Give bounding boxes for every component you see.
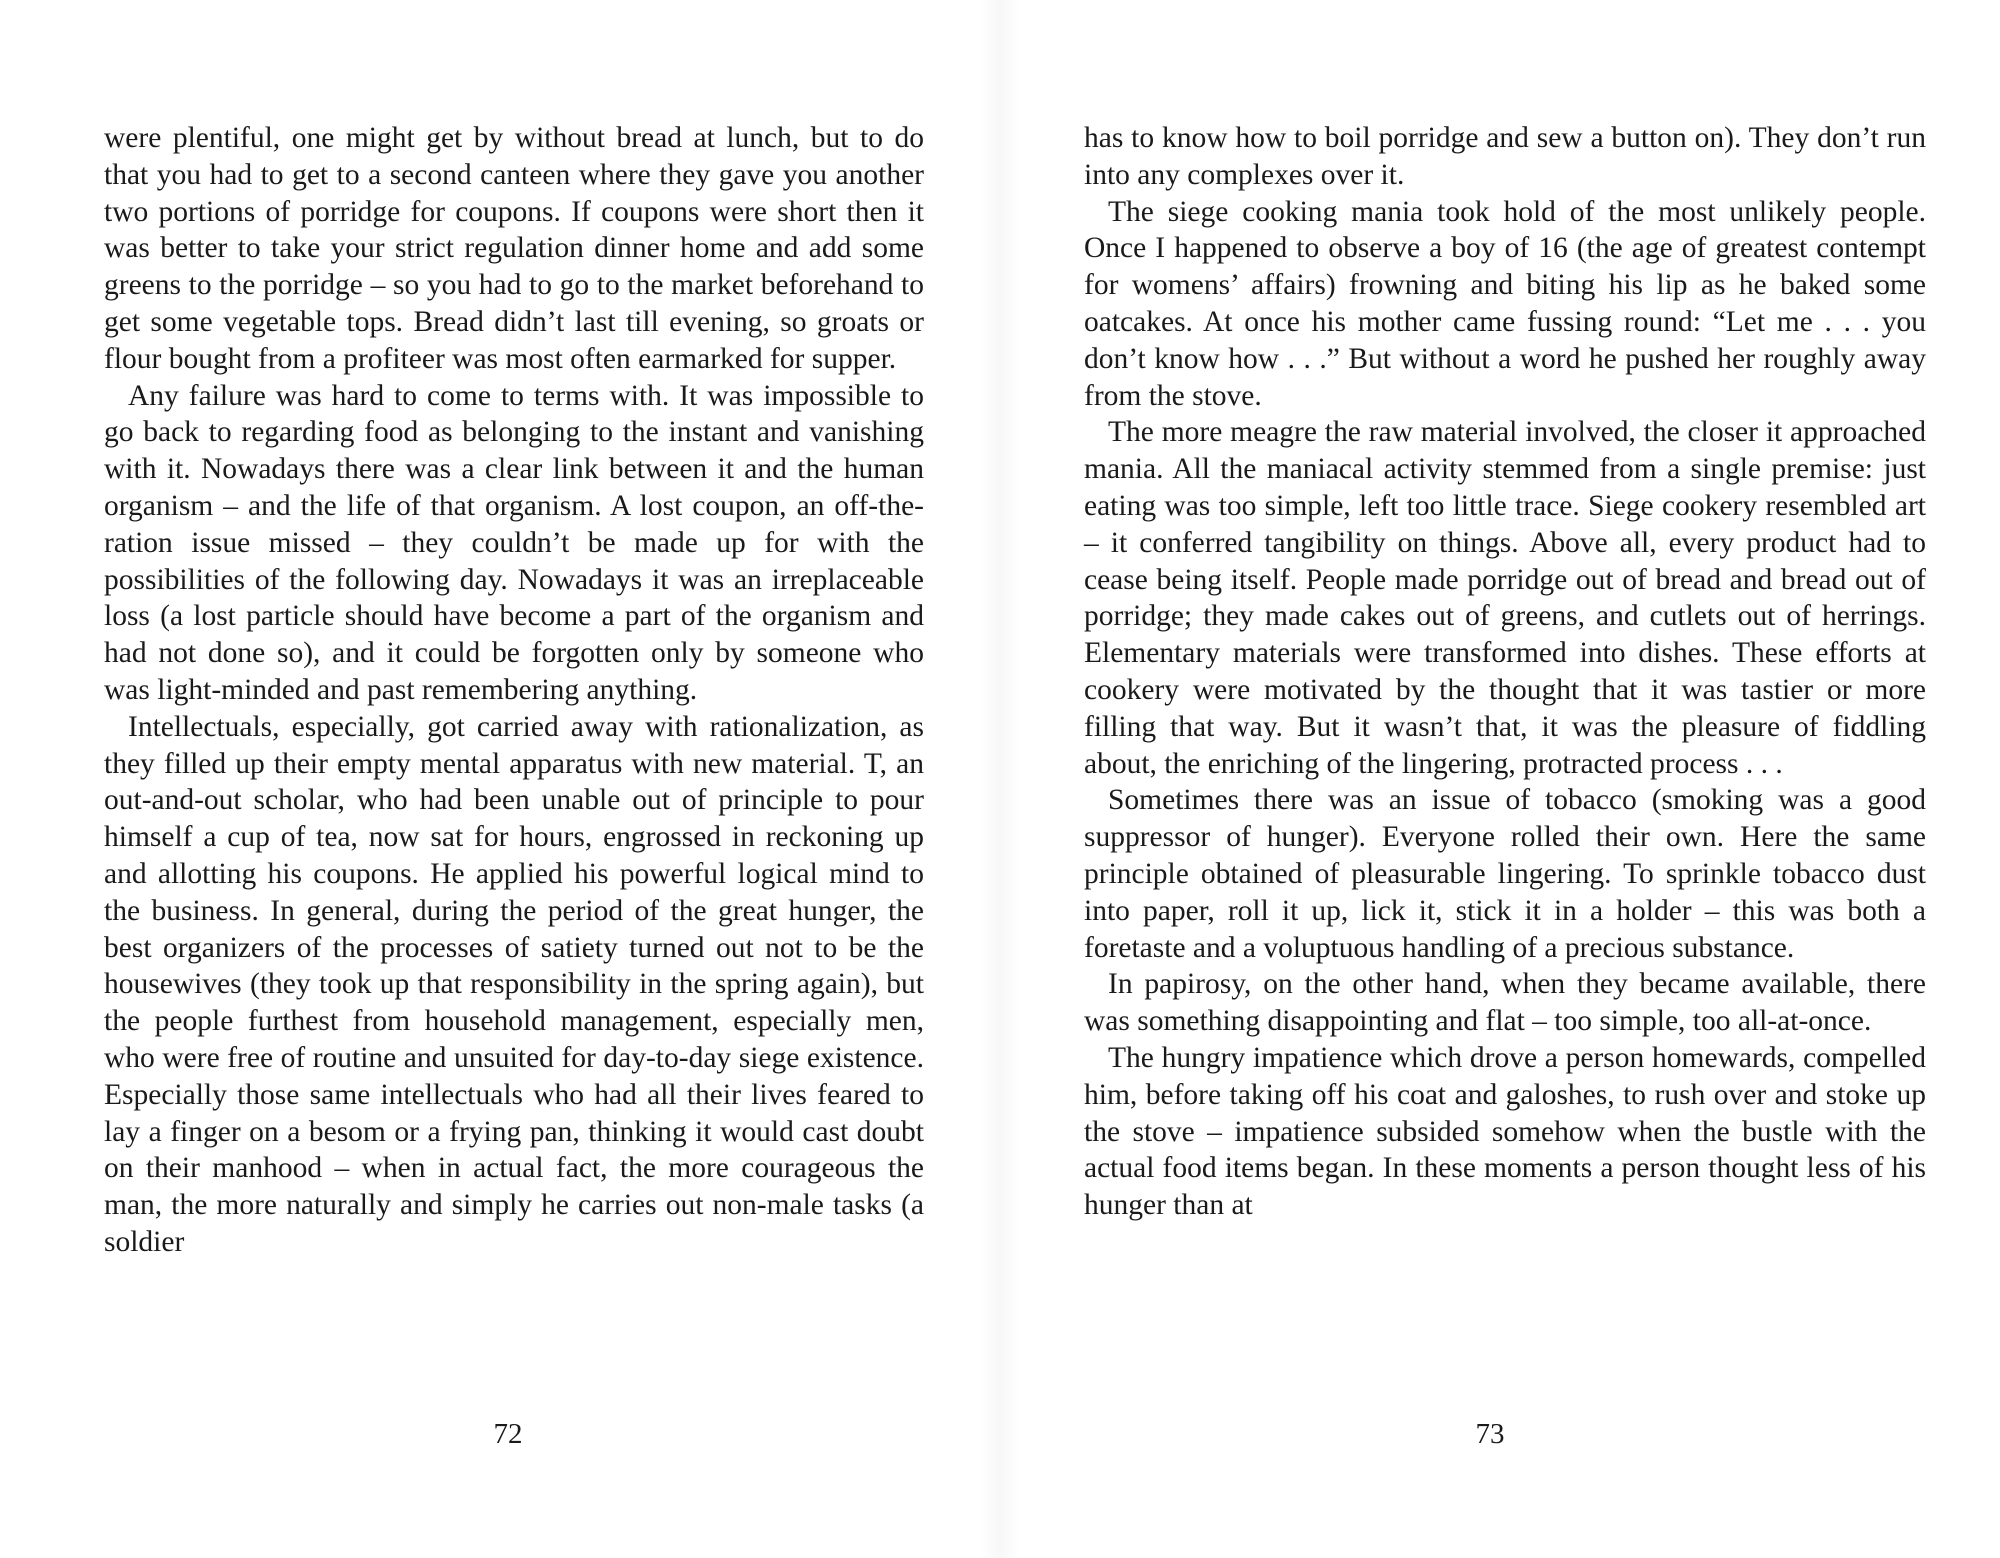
paragraph: Sometimes there was an issue of tobacco (smoking was a good suppressor of hunger). Everyone rolled their own. Here the same principle obtained of pleasurable lingering. To sprinkle tobacco dust into paper, roll it up, lick it, stick it in a holder – this was both a foretaste and a voluptuous handling of a precious substance. [1084, 784, 1926, 964]
paragraph: The hungry impatience which drove a person homewards, compelled him, before taking off his coat and galoshes, to rush over and stoke up the stove – impatience subsided somehow when the bustle with the actual food items began. In these moments a person thought less of his hunger than at [1084, 1041, 1926, 1222]
paragraph: The siege cooking mania took hold of the most unlikely people. Once I happened to observe a boy of 16 (the age of greatest contempt for womens’ affairs) frowning and biting his lip as he baked some oatcakes. At once his mother came fussing round: “Let me . . . you don’t know how . . .” But without a word he pushed her roughly away from the stove. [1084, 195, 1926, 412]
paragraph: In papirosy, on the other hand, when they became available, there was something disappointing and flat – too simple, too all-at-once. [1084, 968, 1926, 1038]
paragraph: has to know how to boil porridge and sew a button on). They don’t run into any complexes over it. [1084, 122, 1926, 191]
page-number-right: 73 [1475, 1418, 1505, 1450]
paragraph: The more meagre the raw material involved, the closer it approached mania. All the maniacal activity stemmed from a single premise: just eating was too simple, left too little trace. Siege cookery resembled art – it conferred tangibility on things. Above all, every product had to cease being itself. People made porridge out of bread and bread out of porridge; they made cakes out of greens, and cutlets out of herrings. Elementary materials were transformed into dishes. These efforts at cookery were motivated by the thought that it was tastier or more filling that way. But it wasn’t that, it was the pleasure of fiddling about, the enriching of the lingering, protracted process . . . [1084, 416, 1926, 780]
left-page-text [104, 120, 924, 1261]
paragraph: Any failure was hard to come to terms with. It was impossible to go back to regarding food as belonging to the instant and vanishing with it. Nowadays there was a clear link between it and the human organism – and the life of that organism. A lost coupon, an off-the-ration issue missed – they couldn’t be made up for with the possibilities of the following day. Nowadays it was an irreplaceable loss (a lost particle should have become a part of the organism and had not done so), and it could be forgotten only by someone who was light-minded and past remembering anything. [104, 379, 924, 706]
paragraph: were plentiful, one might get by without bread at lunch, but to do that you had to get to a second canteen where they gave you another two portions of porridge for coupons. If coupons were short then it was better to take your strict regulation dinner home and add some greens to the porridge – so you had to go to the market beforehand to get some vegetable tops. Bread didn’t last till evening, so groats or flour bought from a profiteer was most often earmarked for supper. [104, 122, 924, 375]
page-number-left: 72 [493, 1418, 523, 1450]
paragraph: Intellectuals, especially, got carried away with rationalization, as they filled up their empty mental apparatus with new material. T, an out-and-out scholar, who had been unable out of principle to pour himself a cup of tea, now sat for hours, engrossed in reckoning up and allotting his coupons. He applied his powerful logical mind to the business. In general, during the period of the great hunger, the best organizers of the processes of satiety turned out not to be the housewives (they took up that responsibility in the spring again), but the people furthest from household management, especially men, who were free of routine and unsuited for day-to-day siege existence. Especially those same intellectuals who had all their lives feared to lay a finger on a besom or a frying pan, thinking it would cast doubt on their manhood – when in actual fact, the more courageous the man, the more naturally and simply he carries out non-male tasks (a soldier [104, 710, 924, 1258]
right-page-text [1084, 120, 1926, 1224]
right-page [1000, 0, 2000, 1558]
